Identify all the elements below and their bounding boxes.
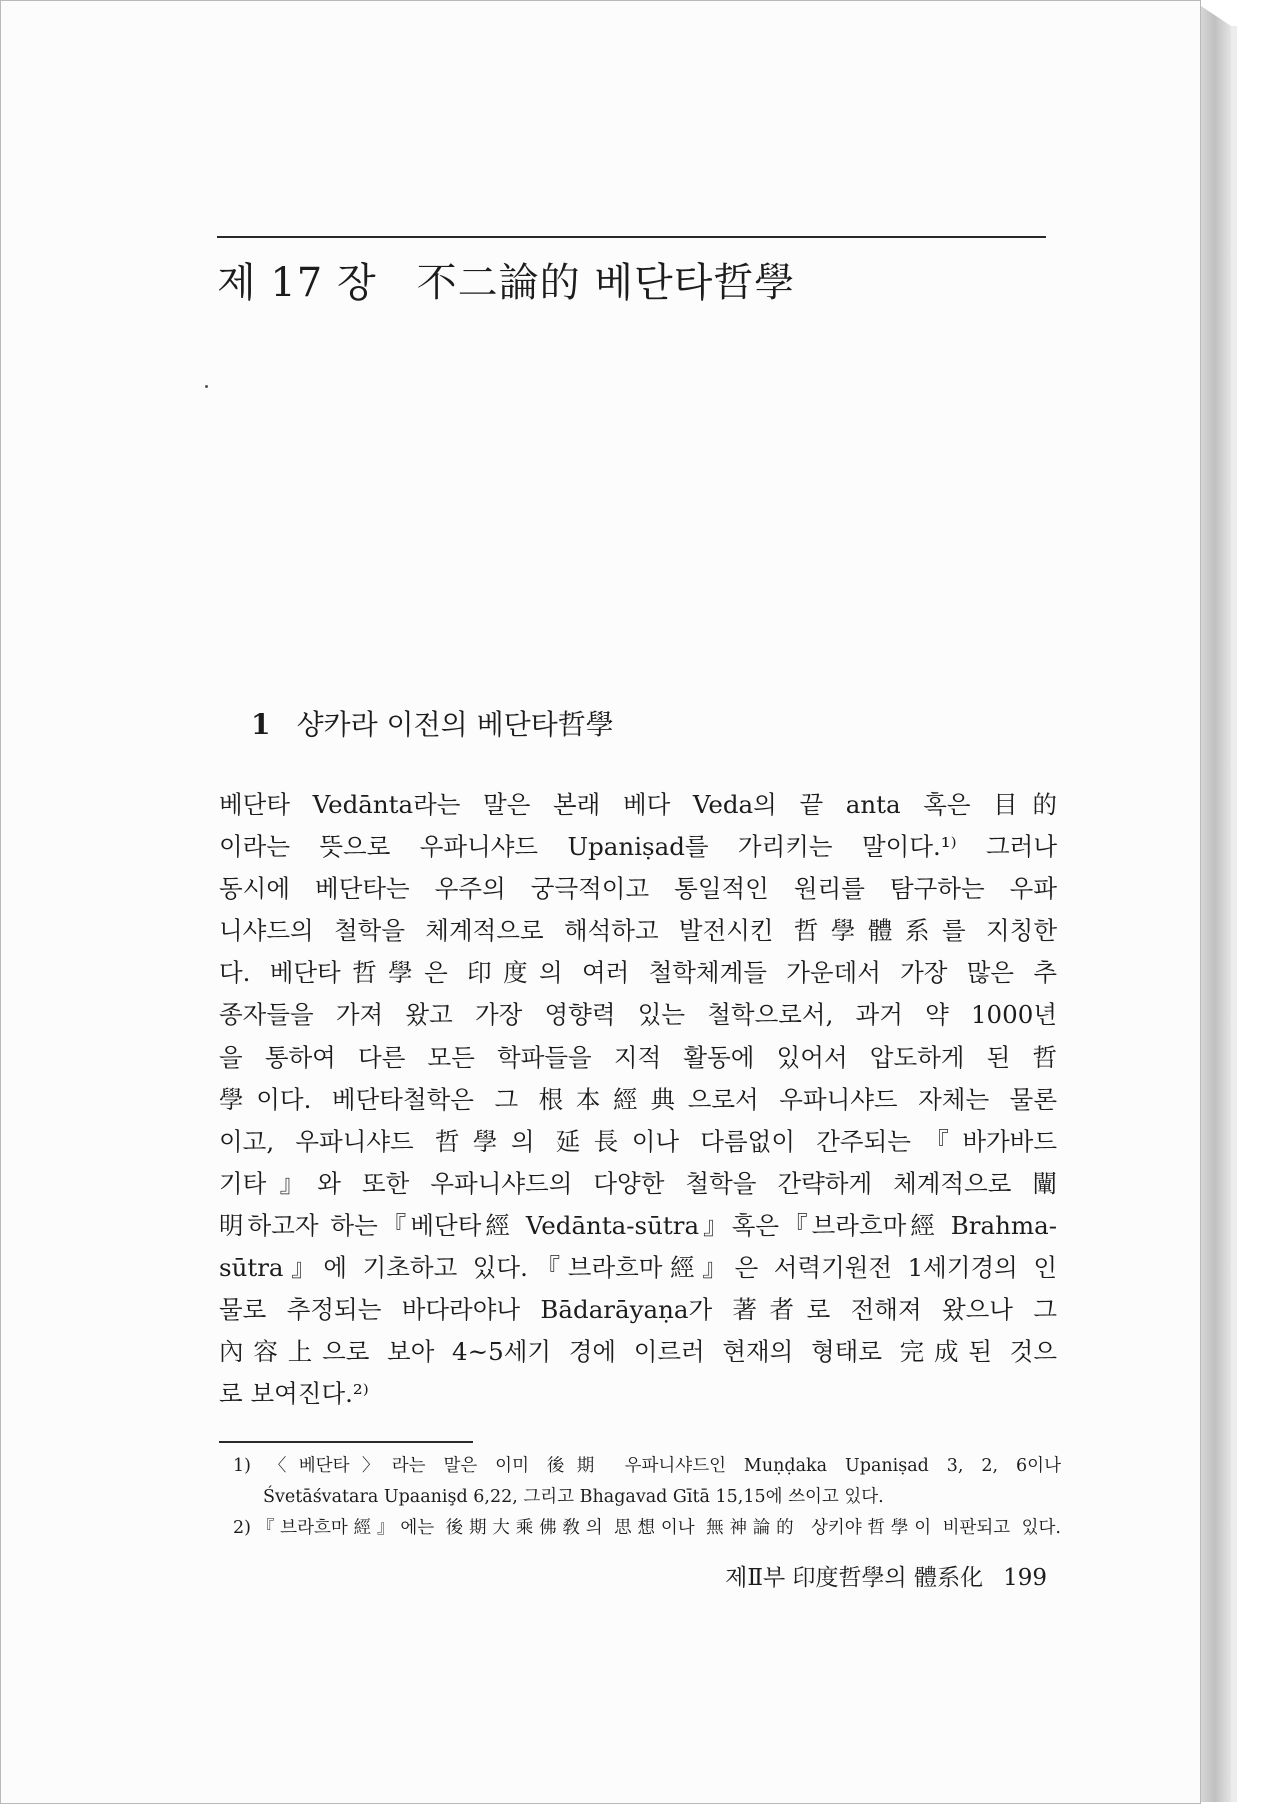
page-edge-shadow (1201, 6, 1231, 1802)
footnote-rule (219, 1441, 473, 1443)
text-line: 內容上으로 보아 4~5세기 경에 이르러 현재의 형태로 完成된 것으 (219, 1337, 1057, 1367)
text-line: 이라는 뜻으로 우파니샤드 Upaniṣad를 가리키는 말이다.¹⁾ 그러나 (219, 832, 1057, 862)
section-number: 1 (251, 708, 271, 741)
text-line: 다. 베단타哲學은 印度의 여러 철학체계들 가운데서 가장 많은 추 (219, 958, 1057, 988)
section-title: 샹카라 이전의 베단타哲學 (296, 708, 614, 741)
page-number: 199 (1003, 1565, 1047, 1591)
footnote-1-continued: Śvetāśvatara Upaanişd 6,22, 그리고 Bhagavad Gītā 15,15에 쓰이고 있다. (263, 1487, 884, 1507)
footnote-2: 2)『브라흐마經』에는 後期大乘佛敎의 思想이나 無神論的 상키야哲學이 비판되고 있다. (233, 1518, 1061, 1538)
page-edge-highlight (1231, 26, 1237, 1802)
text-line: 종자들을 가져 왔고 가장 영향력 있는 철학으로서, 과거 약 1000년 (219, 1000, 1057, 1030)
text-line: 을 통하여 다른 모든 학파들을 지적 활동에 있어서 압도하게 된 哲 (219, 1042, 1057, 1072)
print-speck (205, 385, 208, 388)
text-line: 이고, 우파니샤드 哲學의 延長이나 다름없이 간주되는『바가바드 (219, 1126, 1057, 1156)
text-line: 學이다. 베단타철학은 그 根本經典으로서 우파니샤드 자체는 물론 (219, 1084, 1057, 1114)
text-line: 로 보여진다.²⁾ (219, 1379, 369, 1409)
text-line: 동시에 베단타는 우주의 궁극적이고 통일적인 원리를 탐구하는 우파 (219, 874, 1057, 904)
running-title: 제Ⅱ부 印度哲學의 體系化 (725, 1565, 984, 1591)
body-paragraph (219, 784, 1057, 1415)
text-line: 베단타 Vedānta라는 말은 본래 베다 Veda의 끝 anta 혹은 目的 (219, 790, 1057, 819)
text-line: 기타』와 또한 우파니샤드의 다양한 철학을 간략하게 체계적으로 闡 (219, 1168, 1057, 1198)
section-heading (251, 703, 614, 743)
text-line: 니샤드의 철학을 체계적으로 해석하고 발전시킨 哲學體系를 지칭한 (219, 916, 1057, 946)
footnote-1: 1) 〈베단타〉라는 말은 이미 後期 우파니샤드인 Muṇḍaka Upaniṣad 3, 2, 6이나 (233, 1456, 1061, 1476)
chapter-number: 제 17 장 (217, 260, 377, 306)
chapter-top-rule (217, 236, 1046, 238)
text-line: sūtra』에 기초하고 있다.『브라흐마經』은 서력기원전 1세기경의 인 (219, 1253, 1057, 1283)
chapter-heading (217, 251, 795, 308)
running-footer (675, 1559, 1047, 1592)
text-line: 明하고자 하는『베단타經 Vedānta-sūtra』혹은『브라흐마經 Brahma- (219, 1210, 1057, 1240)
footnotes (233, 1451, 1061, 1544)
chapter-title: 不二論的 베단타哲學 (416, 260, 796, 306)
text-line: 물로 추정되는 바다라야나 Bādarāyaṇa가 著者로 전해져 왔으나 그 (219, 1295, 1057, 1325)
